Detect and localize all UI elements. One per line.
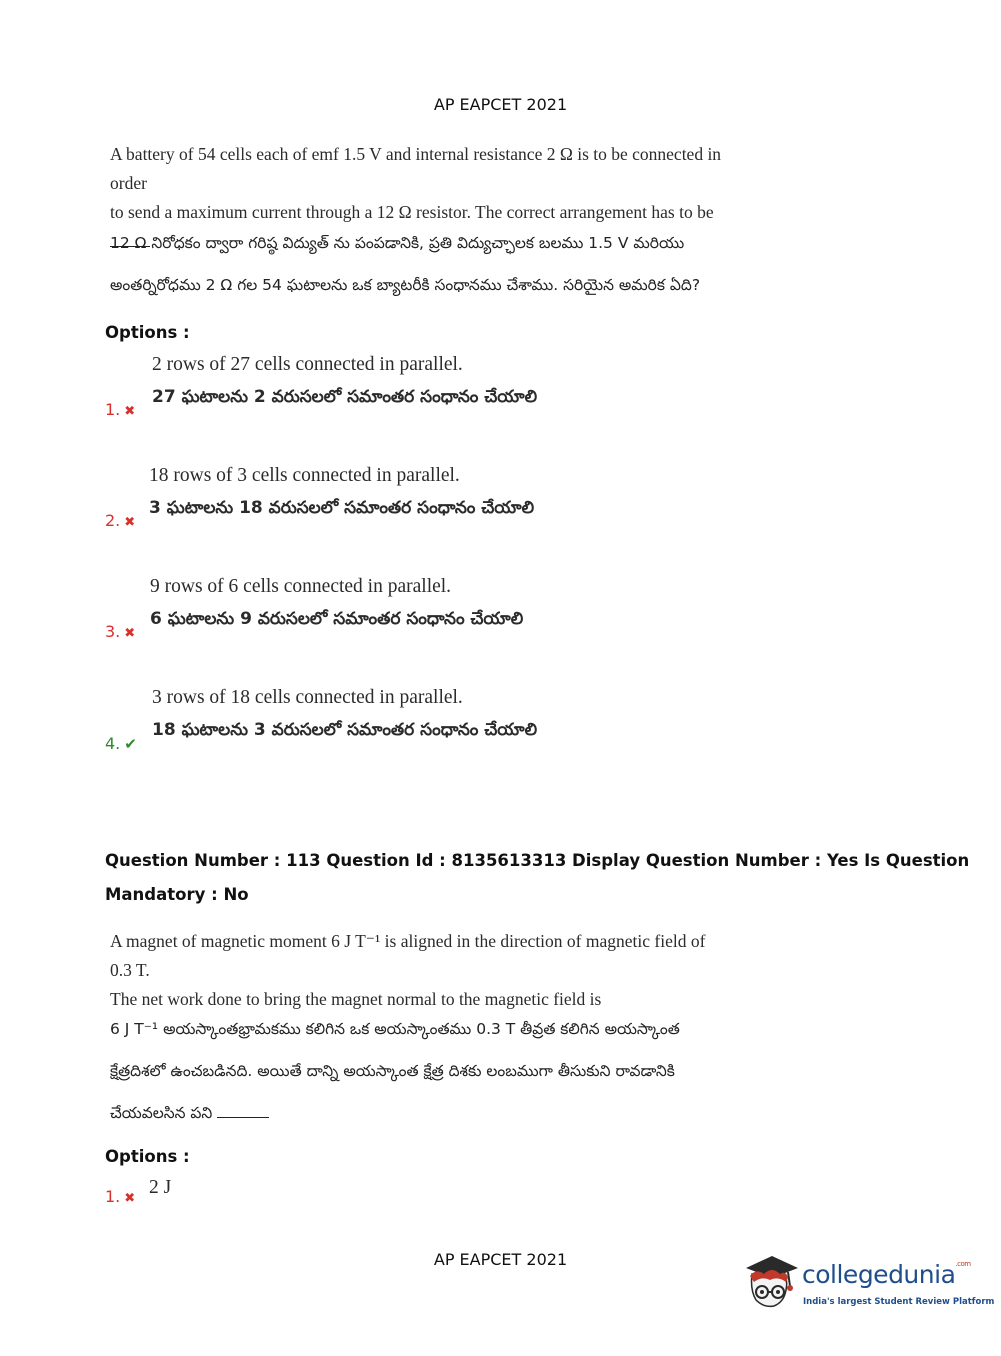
q1-option-4-english: 3 rows of 18 cells connected in parallel. (152, 687, 463, 708)
cross-icon: ✖ (124, 404, 136, 419)
checkmark-icon: ✔ (124, 735, 137, 753)
cross-icon: ✖ (124, 626, 136, 641)
question-1-options-label: Options : (105, 323, 190, 342)
q2-option-1-number: 1. ✖ (105, 1187, 136, 1206)
question-2-options-label: Options : (105, 1147, 190, 1166)
cross-icon: ✖ (124, 1191, 136, 1206)
question-2-telugu-line-3: చేయవలసిన పని (110, 1092, 730, 1134)
question-1-telugu (110, 222, 730, 306)
question-1-english-line-1: A battery of 54 cells each of emf 1.5 V and internal resistance 2 Ω is to be connected in order (110, 144, 722, 193)
collegedunia-logo-text[interactable]: collegedunia$^{.com}$ (802, 1260, 971, 1289)
q1-option-1-number: 1. ✖ (105, 400, 136, 419)
question-2-telugu-line-1: 6 J T⁻¹ అయస్కాంతభ్రామకము కలిగిన ఒక అయస్కాంతము 0.3 T తీవ్రత కలిగిన అయస్కాంత (110, 1020, 680, 1038)
q1-option-2-english: 18 rows of 3 cells connected in parallel. (149, 465, 460, 486)
question-2-english (110, 927, 730, 1014)
q1-option-1-telugu: 27 ఘటాలను 2 వరుసలలో సమాంతర సంధానం చేయాలి (152, 387, 538, 407)
q1-option-4-telugu: 18 ఘటాలను 3 వరుసలలో సమాంతర సంధానం చేయాలి (152, 720, 538, 740)
answer-blank (217, 1116, 269, 1118)
q1-option-1-english: 2 rows of 27 cells connected in parallel. (152, 354, 463, 375)
question-2-meta-line-2: Mandatory : No (105, 885, 249, 904)
cross-icon: ✖ (124, 515, 136, 530)
question-2-meta-line-1: Question Number : 113 Question Id : 8135613313 Display Question Number : Yes Is Question (105, 851, 970, 870)
collegedunia-tagline: India's largest Student Review Platform (803, 1297, 995, 1307)
q1-option-2-telugu: 3 ఘటాలను 18 వరుసలలో సమాంతర సంధానం చేయాలి (149, 498, 535, 518)
page-header: AP EAPCET 2021 (433, 95, 568, 114)
question-2-english-line-1: A magnet of magnetic moment 6 J T⁻¹ is aligned in the direction of magnetic field of 0.3 T. (110, 931, 706, 980)
collegedunia-mascot-icon (742, 1250, 800, 1312)
question-1-telugu-line-2: అంతర్నిరోధము 2 Ω గల 54 ఘటాలను ఒక బ్యాటరీకి సంధానము చేశాము. సరియైన అమరిక ఏది? (110, 276, 701, 294)
q1-option-3-english: 9 rows of 6 cells connected in parallel. (150, 576, 452, 597)
q1-option-3-telugu: 6 ఘటాలను 9 వరుసలలో సమాంతర సంధానం చేయాలి (150, 609, 524, 629)
question-1-english-line-2: to send a maximum current through a 12 Ω resistor. The correct arrangement has to be (110, 198, 730, 256)
q1-option-2-number: 2. ✖ (105, 511, 136, 530)
question-2-telugu-line-2: క్షేత్రదిశలో ఉంచబడినది. అయితే దాన్ని అయస్కాంత క్షేత్ర దిశకు లంబముగా తీసుకుని రావడానికి (110, 1062, 675, 1080)
q1-option-3-number: 3. ✖ (105, 622, 136, 641)
question-2-english-line-2: The net work done to bring the magnet normal to the magnetic field is (110, 989, 602, 1009)
question-1-telugu-line-1: 12 Ω నిరోధకం ద్వారా గరిష్ఠ విద్యుత్ ను పంపడానికి, ప్రతి విద్యుచ్ఛాలక బలము 1.5 V మరియు (110, 234, 685, 252)
question-2-telugu (110, 1008, 730, 1134)
q1-option-4-number: 4. ✔ (105, 734, 137, 753)
page-footer: AP EAPCET 2021 (433, 1250, 568, 1269)
q2-option-1-english: 2 J (149, 1177, 172, 1198)
